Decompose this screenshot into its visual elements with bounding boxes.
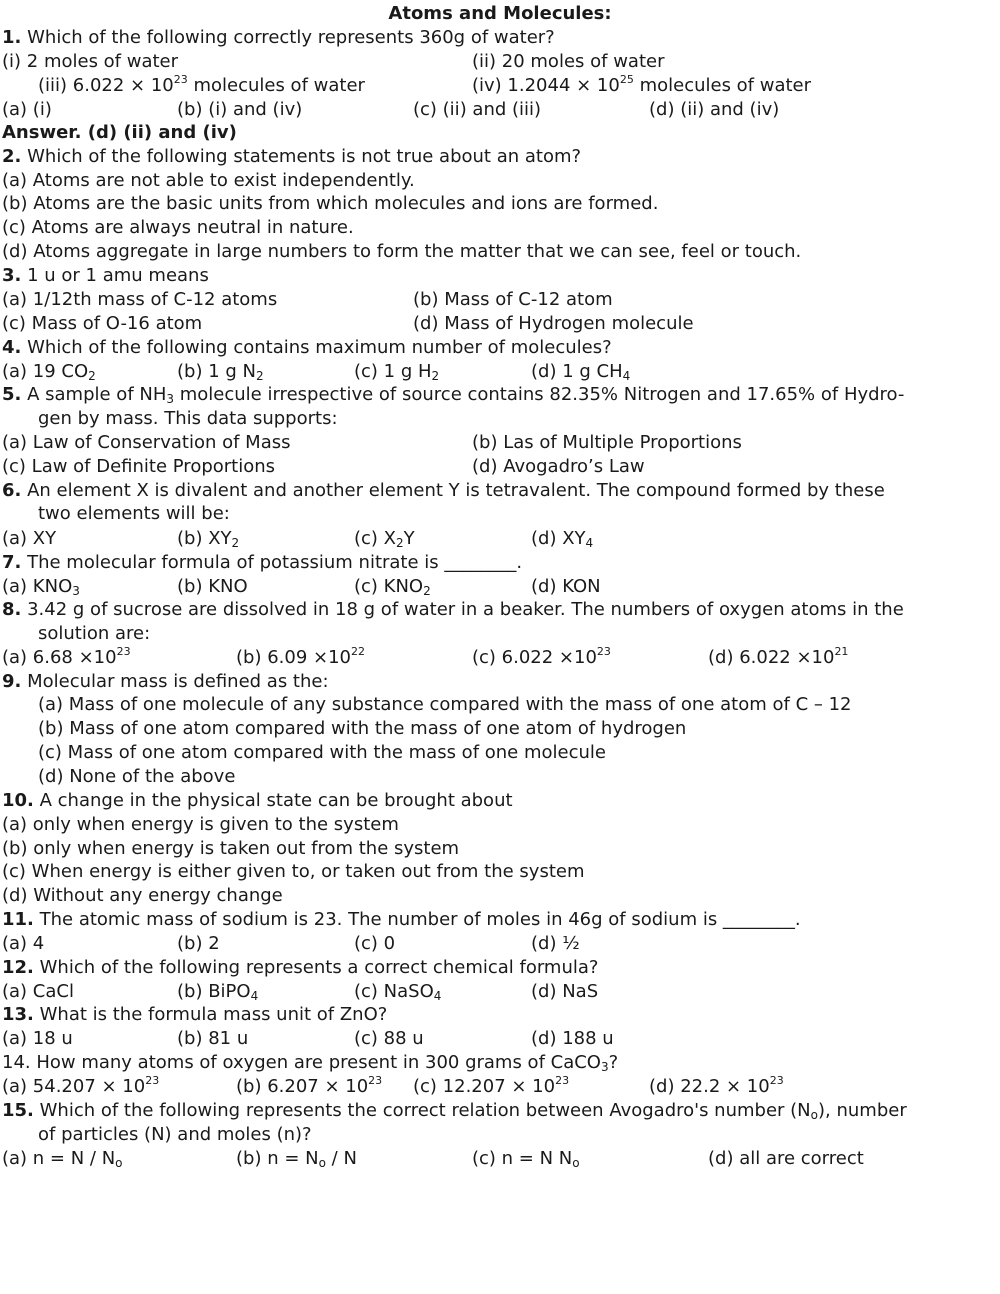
page-title: Atoms and Molecules: [388, 3, 612, 24]
question-4: 4. Which of the following contains maximum number of molecules? [2, 337, 612, 358]
option-c: (c) Law of Definite Proportions [2, 456, 276, 477]
option-d: (d) $6.022 \times 10^{21}$ [708, 645, 849, 668]
question-10: 10. A change in the physical state can be brought about [2, 790, 513, 811]
option-b: (b) Mass of one atom compared with the mass of one atom of hydrogen [38, 718, 687, 739]
question-6: 6. An element X is divalent and another element Y is tetravalent. The compound formed by these [2, 480, 885, 501]
question-5-continued: gen by mass. This data supports: [38, 408, 338, 429]
option-c: (c) $KNO_2$ [354, 576, 431, 598]
option-c: (c) (ii) and (iii) [413, 99, 542, 120]
question-15: 15. Which of the following represents the correct relation between Avogadro's number $(N_o)$, number [2, 1100, 907, 1122]
question-14: 14. How many atoms of oxygen are present in 300 grams of CaCO$_3$? [2, 1052, 619, 1074]
option-d: (d) $XY_4$ [531, 528, 594, 550]
option-c: (c) Mass of O-16 atom [2, 313, 203, 334]
option-a: (a) only when energy is given to the system [2, 814, 399, 835]
option-b: (b) $XY_2$ [177, 528, 240, 550]
statement-iii: (iii) $6.022 \times 10^{23}$ molecules of water [38, 73, 365, 96]
question-number: 1. [2, 27, 22, 48]
question-text: Which of the following correctly represents 360g of water? [27, 27, 555, 48]
question-1 [2, 27, 555, 49]
question-7: 7. The molecular formula of potassium nitrate is ________. [2, 552, 523, 573]
question-12: 12. Which of the following represents a correct chemical formula? [2, 957, 599, 978]
option-a: (a) 19 $CO_2$ [2, 361, 96, 383]
option-d: (d) all are correct [708, 1148, 864, 1169]
option-b: (b) $n = N_o / N$ [236, 1148, 357, 1170]
option-a: (a) 1/12th mass of C-12 atoms [2, 289, 278, 310]
option-d: (d) None of the above [38, 766, 236, 787]
option-c: (c) 1 g $H_2$ [354, 361, 440, 383]
question-15-continued: of particles (N) and moles (n)? [38, 1124, 312, 1145]
option-b: (b) 81 u [177, 1028, 249, 1049]
option-d: (d) 1 g $CH_4$ [531, 361, 631, 383]
option-a: (a) $n = N / N_o$ [2, 1148, 123, 1170]
option-d: (d) KON [531, 576, 601, 597]
question-2: 2. Which of the following statements is not true about an atom? [2, 146, 582, 167]
option-c: (c) n = N $N_o$ [472, 1148, 580, 1170]
answer-line: Answer. (d) (ii) and (iv) [2, 122, 237, 143]
option-d: (d) Without any energy change [2, 885, 283, 906]
option-d: (d) (ii) and (iv) [649, 99, 780, 120]
option-a: (a) Mass of one molecule of any substance compared with the mass of one atom of C – 12 [38, 694, 852, 715]
option-b: (b) only when energy is taken out from the system [2, 838, 460, 859]
option-b: (b) 2 [177, 933, 220, 954]
question-8-continued: solution are: [38, 623, 151, 644]
option-a: (a) (i) [2, 99, 52, 120]
option-d: (d) ½ [531, 933, 580, 954]
option-a: (a) 4 [2, 933, 45, 954]
option-b: (b) Atoms are the basic units from which molecules and ions are formed. [2, 193, 659, 214]
question-3: 3. 1 u or 1 amu means [2, 265, 209, 286]
option-a: (a) 18 u [2, 1028, 73, 1049]
question-13: 13. What is the formula mass unit of ZnO? [2, 1004, 388, 1025]
question-11: 11. The atomic mass of sodium is 23. The number of moles in 46g of sodium is ________. [2, 909, 801, 930]
option-a: (a) XY [2, 528, 57, 549]
option-b: (b) (i) and (iv) [177, 99, 303, 120]
option-c: (c) 0 [354, 933, 396, 954]
option-d: (d) Mass of Hydrogen molecule [413, 313, 694, 334]
option-b: (b) 1 g $N_2$ [177, 361, 264, 383]
option-b: (b) Las of Multiple Proportions [472, 432, 742, 453]
option-b: (b) BiPO$_4$ [177, 981, 259, 1003]
option-b: (b) KNO [177, 576, 248, 597]
question-9: 9. Molecular mass is defined as the: [2, 671, 329, 692]
question-5: 5. A sample of $NH_3$ molecule irrespective of source contains 82.35% Nitrogen and 17.65% of Hydro- [2, 384, 905, 406]
option-d: (d) Atoms aggregate in large numbers to form the matter that we can see, feel or touch. [2, 241, 802, 262]
option-c: (c) $6.022 \times 10^{23}$ [472, 645, 611, 668]
statement-iv: (iv) $1.2044 \times 10^{25}$ molecules of water [472, 73, 812, 96]
option-a: (a) $KNO_3$ [2, 576, 80, 598]
option-c: (c) Mass of one atom compared with the mass of one molecule [38, 742, 606, 763]
option-a: (a) CaCl [2, 981, 74, 1002]
option-d: (d) Avogadro’s Law [472, 456, 645, 477]
statement-ii: (ii) 20 moles of water [472, 51, 665, 72]
option-d: (d) 188 u [531, 1028, 614, 1049]
option-a: (a) $54.207 \times 10^{23}$ [2, 1074, 160, 1097]
option-c: (c) 88 u [354, 1028, 424, 1049]
option-a: (a) Atoms are not able to exist independently. [2, 170, 415, 191]
option-b: (b) Mass of C-12 atom [413, 289, 613, 310]
option-c: (c) Atoms are always neutral in nature. [2, 217, 354, 238]
option-c: (c) NaSO$_4$ [354, 981, 442, 1003]
option-c: (c) $X_2Y$ [354, 528, 415, 550]
question-8: 8. 3.42 g of sucrose are dissolved in 18 g of water in a beaker. The numbers of oxygen atoms in the [2, 599, 904, 620]
statement-i: (i) 2 moles of water [2, 51, 179, 72]
option-a: (a) Law of Conservation of Mass [2, 432, 291, 453]
option-b: (b) $6.09 \times 10^{22}$ [236, 645, 365, 668]
option-d: (d) $22.2 \times 10^{23}$ [649, 1074, 784, 1097]
question-6-continued: two elements will be: [38, 503, 230, 524]
option-d: (d) NaS [531, 981, 599, 1002]
option-b: (b) $6.207 \times 10^{23}$ [236, 1074, 383, 1097]
option-c: (c) $12.207 \times 10^{23}$ [413, 1074, 570, 1097]
option-a: (a) $6.68 \times 10^{23}$ [2, 645, 131, 668]
option-c: (c) When energy is either given to, or taken out from the system [2, 861, 585, 882]
